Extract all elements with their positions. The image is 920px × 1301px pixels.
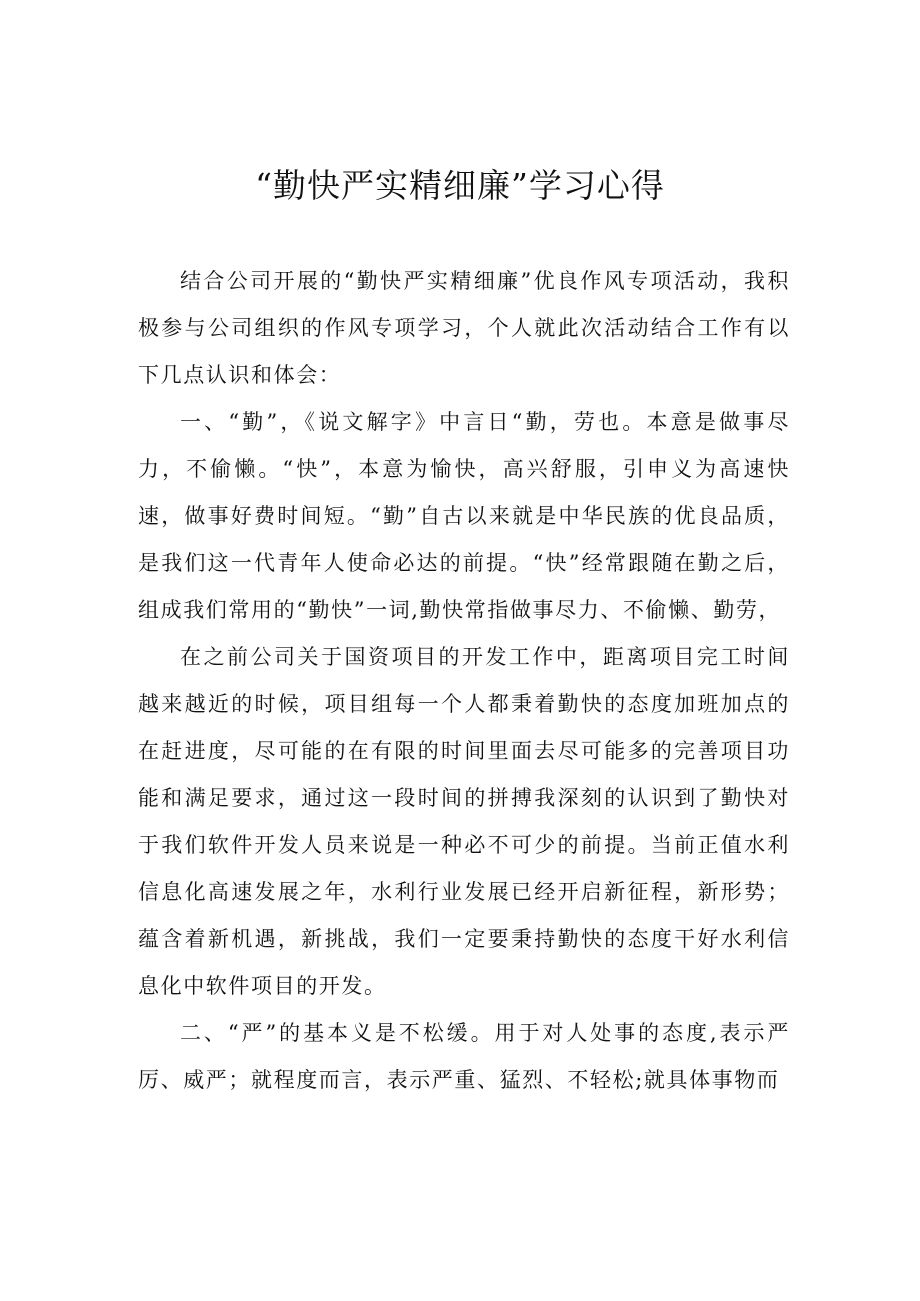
- paragraph-project-experience: 在之前公司关于国资项目的开发工作中，距离项目完工时间越来越近的时候，项目组每一个人都秉着勤快的态度加班加点的在赶进度，尽可能的在有限的时间里面去尽可能多的完善项目功能和满足要求，通过这一段时间的拼搏我深刻的认识到了勤快对于我们软件开发人员来说是一种必不可少的前提。当前正值水利信息化高速发展之年，水利行业发展已经开启新征程，新形势；蕴含着新机遇，新挑战，我们一定要秉持勤快的态度干好水利信息化中软件项目的开发。: [138, 645, 790, 998]
- paragraph-intro: 结合公司开展的“勤快严实精细廉”优良作风专项活动，我积极参与公司组织的作风专项学习，个人就此次活动结合工作有以下几点认识和体会：: [138, 269, 790, 387]
- paragraph-qin-kuai: 一、“勤”，《说文解字》中言日“勤，劳也。本意是做事尽力，不偷懒。“快”，本意为愉快，高兴舒服，引申义为高速快速，做事好费时间短。“勤”自古以来就是中华民族的优良品质，是我们这一代青年人使命必达的前提。“快”经常跟随在勤之后，组成我们常用的“勤快”一词,勤快常指做事尽力、不偷懒、勤劳，: [138, 410, 790, 622]
- paragraph-yan: 二、“严”的基本义是不松缓。用于对人处事的态度,表示严厉、威严；就程度而言，表示严重、猛烈、不轻松;就具体事物而: [138, 1021, 790, 1092]
- document-body: [138, 258, 790, 1104]
- document-title: “勤快严实精细廉”学习心得: [255, 166, 665, 205]
